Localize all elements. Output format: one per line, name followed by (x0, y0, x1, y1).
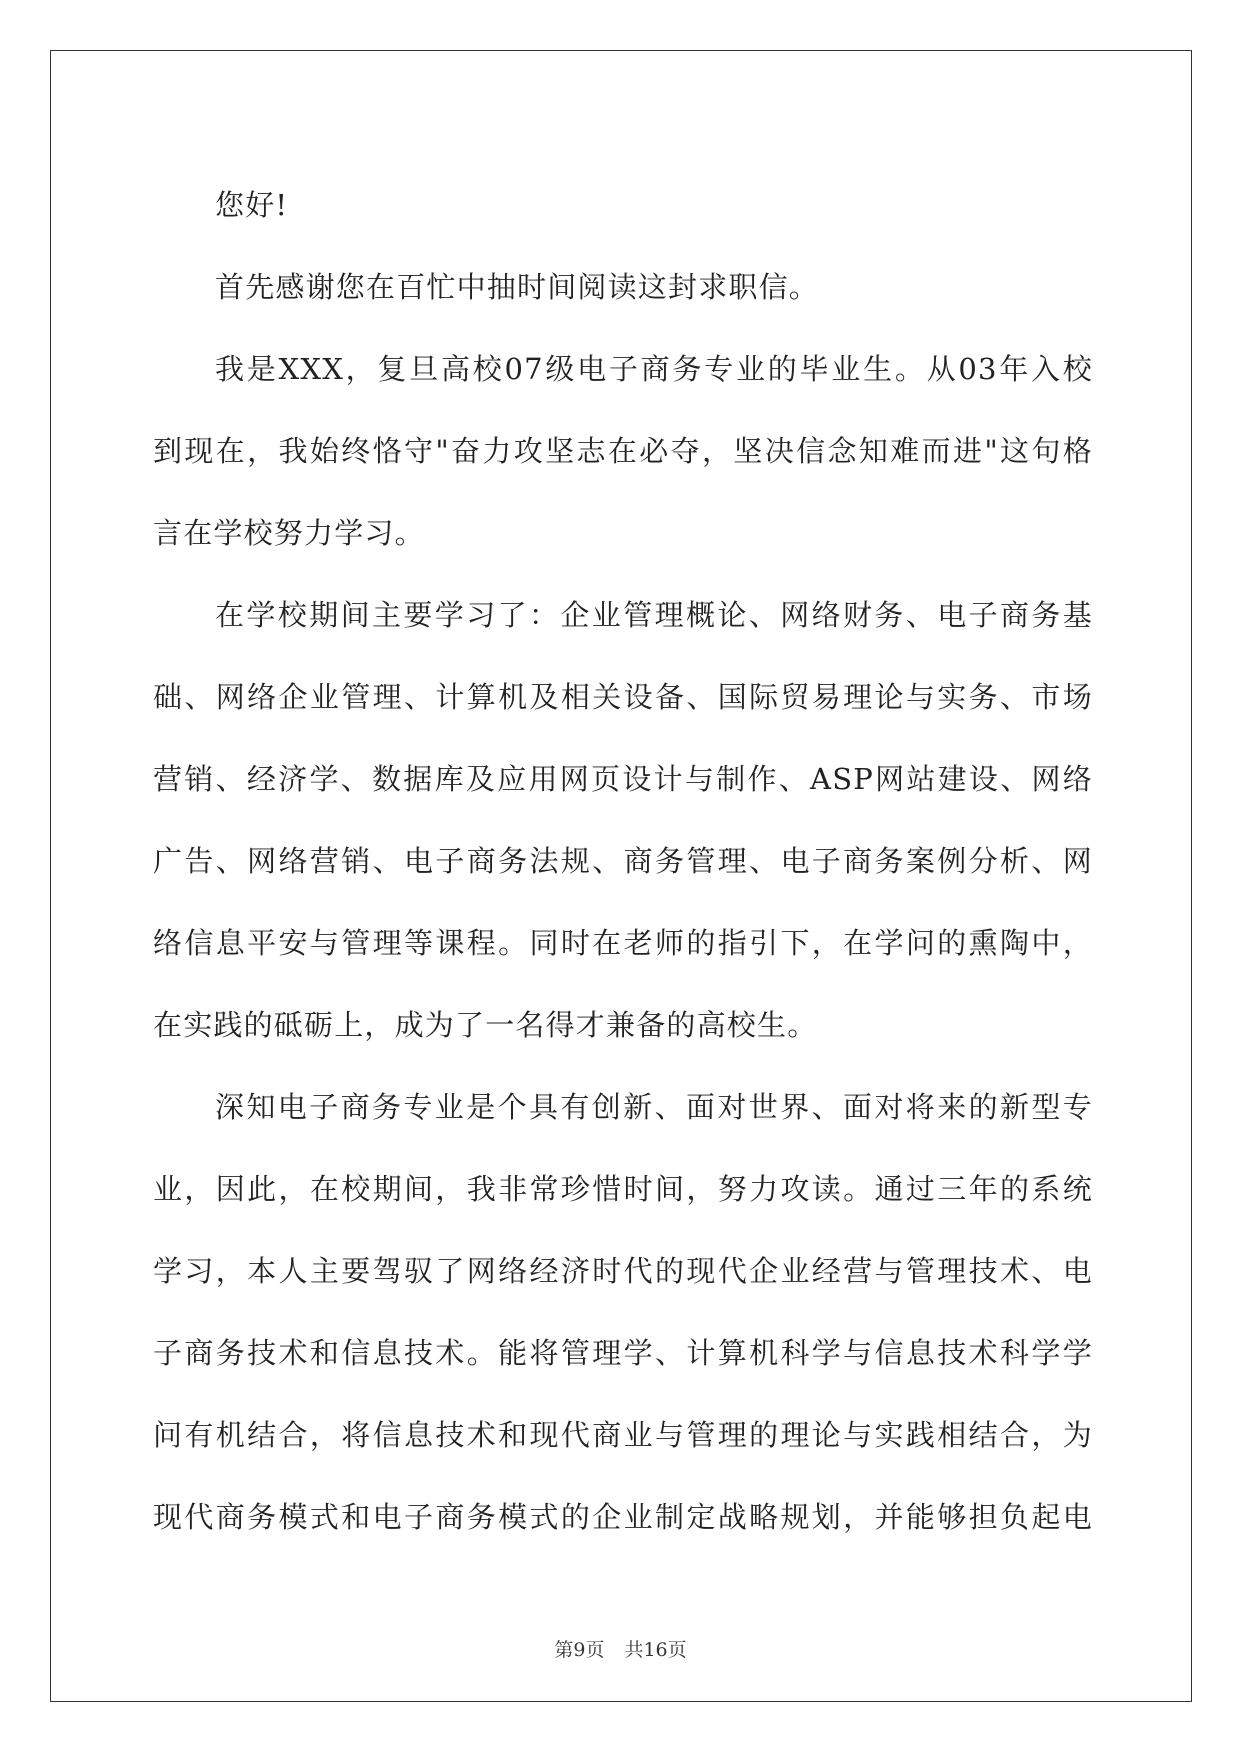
text-line: 深知电子商务专业是个具有创新、面对世界、面对将来的新型专 (215, 1090, 1093, 1124)
text-line: 我是XXX，复旦高校07级电子商务专业的毕业生。从03年入校 (215, 352, 1093, 386)
paragraph-greeting (153, 164, 1093, 246)
page-footer (0, 1635, 1241, 1662)
text-line: 您好! (215, 188, 289, 222)
paragraph-major (153, 1066, 1093, 1558)
text-line: 学习，本人主要驾驭了网络经济时代的现代企业经营与管理技术、电 (153, 1254, 1093, 1288)
text-line: 现代商务模式和电子商务模式的企业制定战略规划，并能够担负起电 (153, 1500, 1093, 1534)
paragraph-introduction (153, 328, 1093, 574)
text-line: 在学校期间主要学习了：企业管理概论、网络财务、电子商务基 (215, 598, 1093, 632)
text-line: 子商务技术和信息技术。能将管理学、计算机科学与信息技术科学学 (153, 1336, 1093, 1370)
text-line: 络信息平安与管理等课程。同时在老师的指引下，在学问的熏陶中， (153, 926, 1093, 960)
text-line: 首先感谢您在百忙中抽时间阅读这封求职信。 (215, 270, 820, 304)
document-body (153, 164, 1093, 1558)
text-line: 言在学校努力学习。 (153, 516, 425, 550)
paragraph-courses (153, 574, 1093, 1066)
text-line: 营销、经济学、数据库及应用网页设计与制作、ASP网站建设、网络 (153, 762, 1093, 796)
text-line: 广告、网络营销、电子商务法规、商务管理、电子商务案例分析、网 (153, 844, 1093, 878)
text-line: 问有机结合，将信息技术和现代商业与管理的理论与实践相结合，为 (153, 1418, 1093, 1452)
text-line: 在实践的砥砺上，成为了一名得才兼备的高校生。 (153, 1008, 818, 1042)
text-line: 到现在，我始终恪守"奋力攻坚志在必夺，坚决信念知难而进"这句格 (153, 434, 1093, 468)
page-total: 共16页 (624, 1639, 687, 1661)
page-number: 第9页 (554, 1639, 605, 1661)
text-line: 础、网络企业管理、计算机及相关设备、国际贸易理论与实务、市场 (153, 680, 1093, 714)
paragraph-thanks (153, 246, 1093, 328)
text-line: 业，因此，在校期间，我非常珍惜时间，努力攻读。通过三年的系统 (153, 1172, 1093, 1206)
